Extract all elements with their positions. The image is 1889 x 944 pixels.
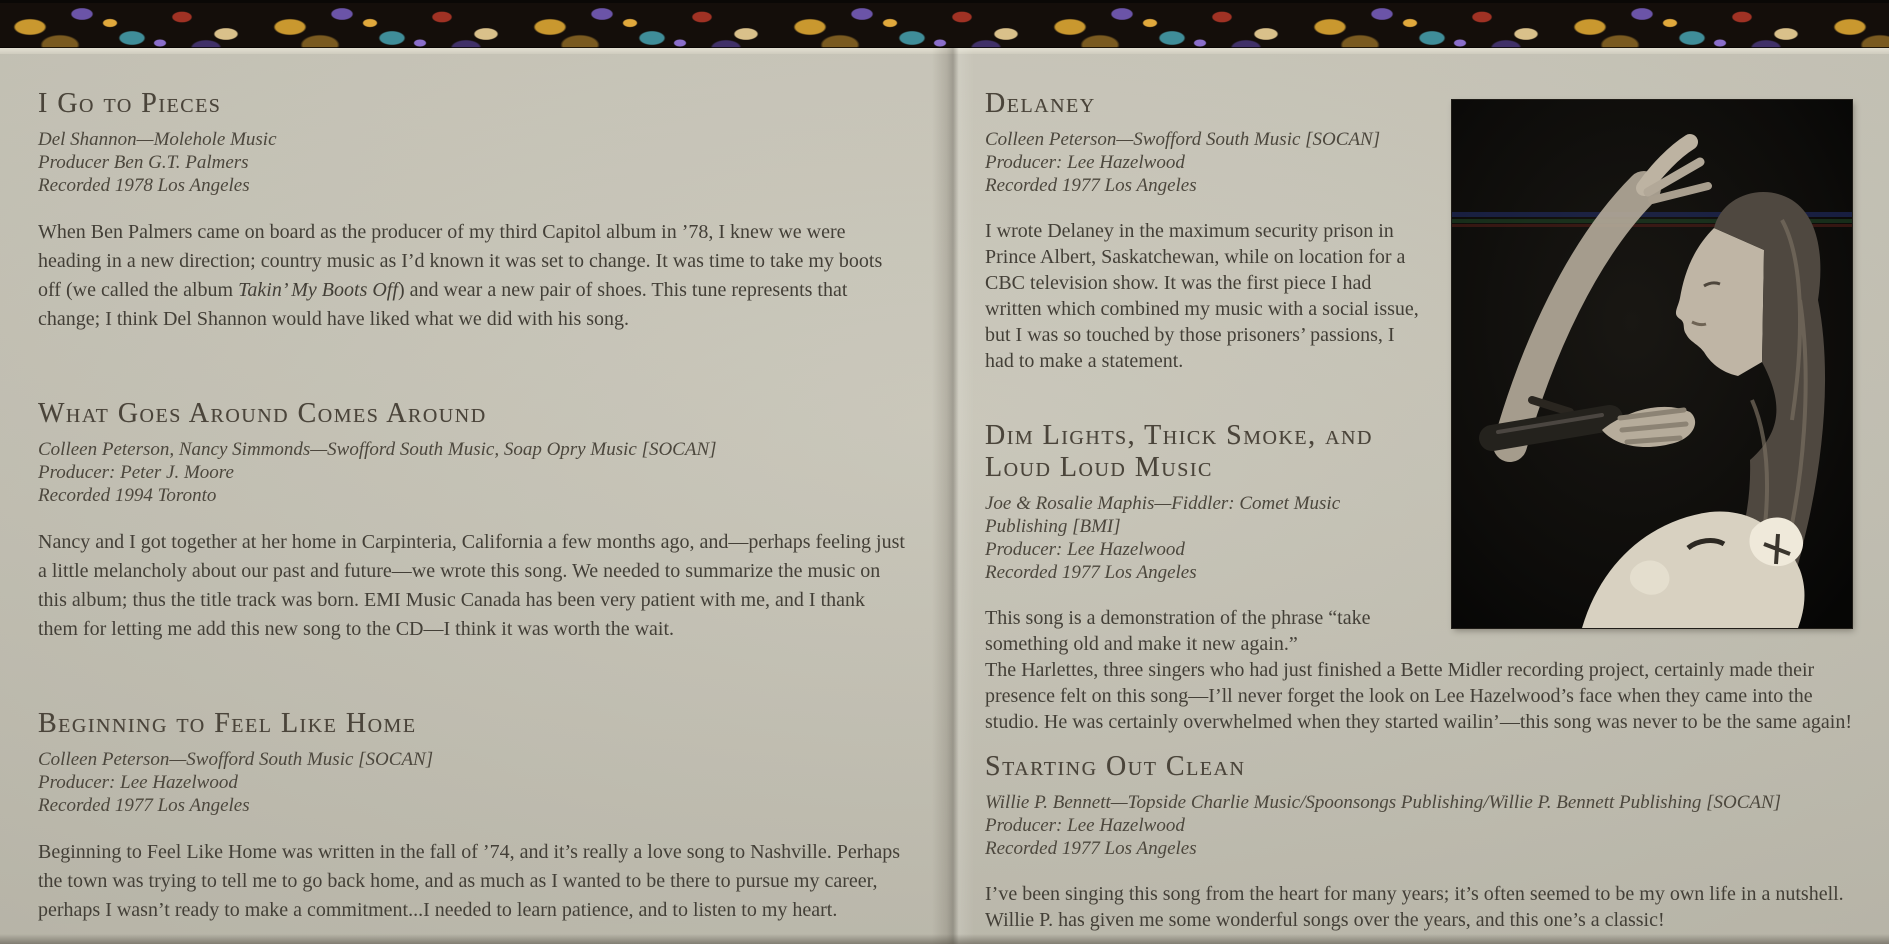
song-notes: When Ben Palmers came on board as the producer of my third Capitol album in ’78, I knew we were heading in a new direction; country music as I’d known it was set to change. It was time to take my boots off (we called the album Takin’ My Boots Off) and wear a new pair of shoes. This tune represents that change; I think Del Shannon would have liked what we did with his song. bbox=[38, 221, 883, 330]
song-notes: Nancy and I got together at her home in Carpinteria, California a few months ago, and—perhaps feeling just a little melancholy about our past and future—we wrote this song. We needed to summarize the music on this album; thus the title track was born. EMI Music Canada has been very patient with me, and I thank them for letting me add this new song to the CD—I think it was worth the wait. bbox=[38, 531, 905, 640]
song-credit-recorded: Recorded 1977 Los Angeles bbox=[38, 795, 250, 816]
left-page bbox=[0, 54, 947, 944]
song-credit-recorded: Recorded 1977 Los Angeles bbox=[985, 562, 1197, 583]
song-notes: The Harlettes, three singers who had just finished a Bette Midler recording project, certainly made their presence felt on this song—I’ll never forget the look on Lee Hazelwood’s face when they came into the studio. He was certainly overwhelmed when they started wailin’—this song was never to be the same again! bbox=[985, 659, 1852, 733]
song-title: Delaney bbox=[985, 88, 1096, 119]
song-credit-writer: Colleen Peterson, Nancy Simmonds—Swofford South Music, Soap Opry Music [SOCAN] bbox=[38, 439, 717, 460]
song-credit-producer: Producer: Lee Hazelwood bbox=[985, 539, 1185, 560]
song-credit-recorded: Recorded 1994 Toronto bbox=[38, 485, 217, 506]
song-credit-writer: Colleen Peterson—Swofford South Music [SOCAN] bbox=[985, 129, 1381, 150]
song-credit-recorded: Recorded 1978 Los Angeles bbox=[38, 175, 250, 196]
performer-photo bbox=[1452, 100, 1852, 628]
song-notes: I’ve been singing this song from the heart for many years; it’s often seemed to be my own life in a nutshell. Willie P. has given me some wonderful songs over the years, and this one’s a classic! bbox=[985, 883, 1844, 931]
song-credit-producer: Producer: Lee Hazelwood bbox=[38, 772, 238, 793]
performer-photo-art bbox=[1452, 100, 1852, 628]
song-credit-recorded: Recorded 1977 Los Angeles bbox=[985, 175, 1197, 196]
song-credit-producer: Producer: Peter J. Moore bbox=[38, 462, 234, 483]
song-section-beginning-to-feel-like-home bbox=[38, 708, 907, 925]
song-credit-writer: Joe & Rosalie Maphis—Fiddler: Comet Music Publishing [BMI] bbox=[985, 493, 1341, 537]
song-credit-writer: Willie P. Bennett—Topside Charlie Music/Spoonsongs Publishing/Willie P. Bennett Publishing [SOCAN] bbox=[985, 792, 1782, 813]
song-credit-writer: Del Shannon—Molehole Music bbox=[38, 129, 277, 150]
song-section-what-goes-around bbox=[38, 398, 907, 644]
song-credit-producer: Producer Ben G.T. Palmers bbox=[38, 152, 249, 173]
song-section-starting-out-clean bbox=[985, 751, 1852, 933]
song-section-i-go-to-pieces bbox=[38, 88, 907, 334]
song-credit-producer: Producer: Lee Hazelwood bbox=[985, 815, 1185, 836]
paisley-border bbox=[0, 0, 1889, 51]
song-credit-writer: Colleen Peterson—Swofford South Music [SOCAN] bbox=[38, 749, 434, 770]
song-title: I Go to Pieces bbox=[38, 88, 222, 119]
song-notes: I wrote Delaney in the maximum security prison in Prince Albert, Saskatchewan, while on location for a CBC television show. It was the first piece I had written which combined my music with a social issue, but I was so touched by those prisoners’ passions, I had to make a statement. bbox=[985, 220, 1419, 372]
song-title: Dim Lights, Thick Smoke, and Loud Loud Music bbox=[985, 420, 1373, 483]
song-credit-recorded: Recorded 1977 Los Angeles bbox=[985, 838, 1197, 859]
song-credit-producer: Producer: Lee Hazelwood bbox=[985, 152, 1185, 173]
song-notes: Beginning to Feel Like Home was written in the fall of ’74, and it’s really a love song to Nashville. Perhaps the town was trying to tell me to go back home, and as much as I wanted to be there to pursue my career, perhaps I wasn’t ready to make a commitment...I needed to learn patience, and to listen to my heart. bbox=[38, 841, 901, 921]
right-page bbox=[947, 54, 1889, 944]
song-title: What Goes Around Comes Around bbox=[38, 398, 487, 429]
song-notes: This song is a demonstration of the phrase “take something old and make it new again.” bbox=[985, 607, 1371, 655]
song-title: Beginning to Feel Like Home bbox=[38, 708, 417, 739]
song-title: Starting Out Clean bbox=[985, 751, 1246, 782]
